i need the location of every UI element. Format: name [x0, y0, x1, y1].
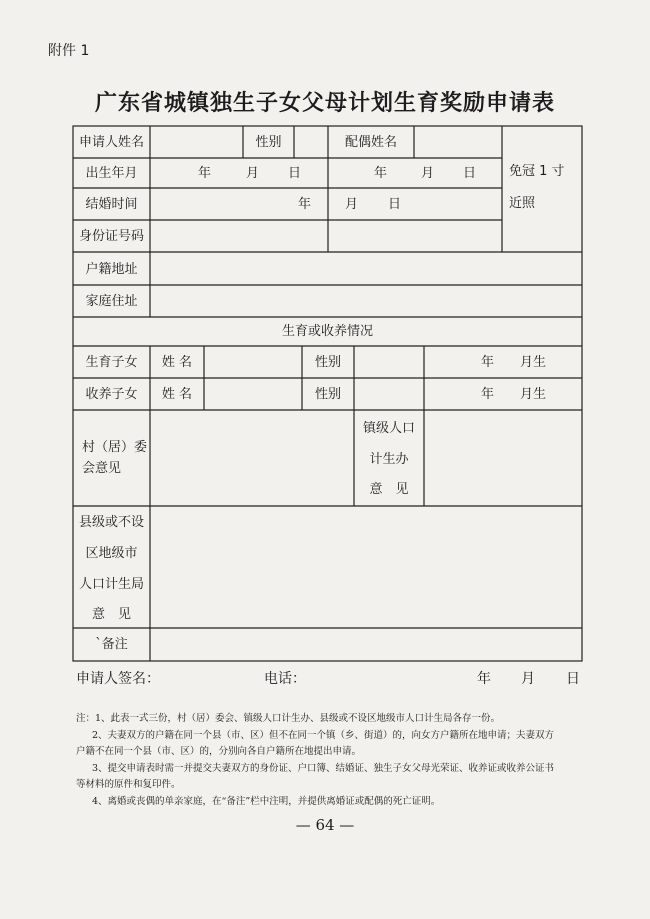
marriage-year-label: 年: [298, 197, 312, 212]
signature-year-label: 年: [477, 671, 491, 687]
remarks-label: `备注: [95, 637, 128, 652]
phone-label: 电话：: [264, 671, 306, 687]
marriage-day-label: 日: [388, 197, 402, 212]
attachment-label: 附件 1: [48, 43, 90, 59]
birth-child-gender-label: 性别: [314, 355, 341, 370]
applicant-signature-label: 申请人签名：: [76, 671, 160, 687]
town-office-label-line1: 镇级人口: [362, 421, 415, 436]
note-line: 3、提交申请表时需一并提交夫妻双方的身份证、户口簿、结婚证、独生子女父母光荣证、收养证或收养公证书: [92, 763, 555, 774]
note-line: 4、离婚或丧偶的单亲家庭，在“备注”栏中注明，并提供离婚证或配偶的死亡证明。: [92, 796, 441, 807]
marriage-month-label: 月: [345, 197, 359, 212]
note-line: 注：1、此表一式三份，村（居）委会、镇级人口计生办、县级或不设区地级市人口计生局各存一份。: [76, 713, 501, 724]
applicant-name-label: 申请人姓名: [78, 135, 144, 150]
children-section-heading: 生育或收养情况: [281, 324, 373, 339]
page-number: — 64 —: [295, 816, 355, 834]
county-opinion-label-line1: 县级或不设: [78, 515, 144, 530]
signature-month-label: 月: [521, 671, 535, 687]
home-address-label: 家庭住址: [85, 294, 138, 309]
signature-day-label: 日: [566, 671, 580, 687]
adopted-child-birth-label: 年 月生: [481, 387, 547, 402]
spouse-birth-year-label: 年: [374, 166, 388, 181]
village-opinion-label-line1: 村（居）委: [82, 440, 148, 455]
id-number-label: 身份证号码: [78, 229, 144, 244]
note-line: 2、夫妻双方的户籍在同一个县（市、区）但不在同一个镇（乡、街道）的，向女方户籍所在地申请；夫妻双方: [92, 730, 555, 741]
county-opinion-label-line3: 人口计生局: [78, 577, 144, 592]
spouse-birth-month-label: 月: [421, 166, 435, 181]
birth-child-name-label: 姓 名: [161, 355, 193, 370]
adopted-child-label: 收养子女: [85, 387, 138, 402]
county-opinion-label-line2: 区地级市: [85, 546, 138, 561]
photo-label-line2: 近照: [509, 196, 536, 211]
adopted-child-name-label: 姓 名: [161, 387, 193, 402]
applicant-birth-day-label: 日: [288, 166, 302, 181]
village-opinion-label-line2: 会意见: [82, 461, 122, 476]
applicant-birth-month-label: 月: [246, 166, 260, 181]
marriage-date-label: 结婚时间: [85, 197, 138, 212]
birth-date-label: 出生年月: [85, 166, 138, 181]
birth-child-birth-label: 年 月生: [481, 355, 547, 370]
photo-label-line1: 免冠 1 寸: [509, 164, 565, 179]
spouse-name-label: 配偶姓名: [344, 135, 397, 150]
town-office-label-line3: 意 见: [369, 482, 409, 497]
birth-child-label: 生育子女: [85, 355, 138, 370]
adopted-child-gender-label: 性别: [314, 387, 341, 402]
applicant-birth-year-label: 年: [198, 166, 212, 181]
spouse-birth-day-label: 日: [463, 166, 477, 181]
hukou-address-label: 户籍地址: [85, 262, 138, 277]
gender-label: 性别: [255, 135, 282, 150]
form-title: 广东省城镇独生子女父母计划生育奖励申请表: [94, 91, 555, 116]
note-line: 户籍不在同一个县（市、区）的，分别向各自户籍所在地提出申请。: [76, 746, 362, 757]
town-office-label-line2: 计生办: [369, 452, 409, 467]
county-opinion-label-line4: 意 见: [91, 607, 131, 622]
note-line: 等材料的原件和复印件。: [76, 779, 181, 790]
